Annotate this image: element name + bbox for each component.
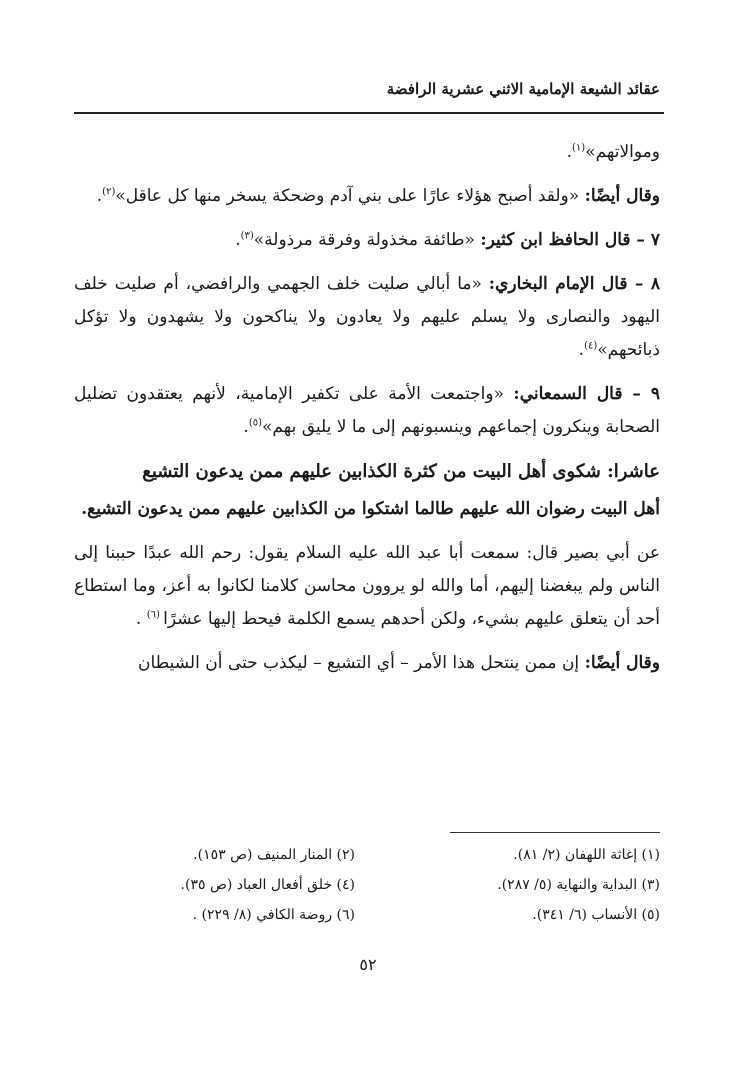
running-header: عقائد الشيعة الإمامية الاثني عشرية الرافضة <box>386 80 660 98</box>
footnote-ref: (٦) <box>146 609 164 621</box>
footnote-ref: (٣) <box>240 230 254 242</box>
paragraph-quote-2: وقال أيضًا: «ولقد أصبح هؤلاء عارًا على بني آدم وضحكة يسخر منها كل عاقل»$^{(٢)}$. <box>96 186 660 206</box>
footnote-rule <box>450 832 660 833</box>
footnote-ref: (٤) <box>584 340 598 352</box>
paragraph-narration: عن أبي بصير قال: سمعت أبا عبد الله عليه السلام يقول: رحم الله عبدًا حببنا إلى الناس ولم يبغضنا إليهم، أما والله لو يروون محاسن كلامنا لكانوا به أعز، وما استطاع أحد أن يتعلق عليهم بشيء، ولكن أحدهم يسمع الكلمة فيحط إليها عشرًا $^{(٦)}$ . <box>74 543 660 629</box>
footnote-2: (٢) المنار المنيف (ص ١٥٣). <box>193 847 355 863</box>
speaker-label: ٧ – قال الحافظ ابن كثير: <box>480 230 660 250</box>
body-text <box>74 136 660 691</box>
paragraph-continuation: وموالاتهم»$^{(١)}$. <box>566 142 660 162</box>
footnotes <box>70 842 660 928</box>
footnote-5: (٥) الأنساب (٦/ ٣٤١). <box>532 907 660 923</box>
speaker-label: وقال أيضًا: <box>584 186 660 206</box>
section-heading: عاشرا: شكوى أهل البيت من كثرة الكذابين عليهم ممن يدعون التشيع <box>142 461 660 482</box>
footnote-ref: (٢) <box>102 186 116 198</box>
paragraph-item-9: ٩ – قال السمعاني: «واجتمعت الأمة على تكفير الإمامية، لأنهم يعتقدون تضليل الصحابة وينكرون إجماعهم وينسبونهم إلى ما لا يليق بهم»$^{(٥)}$. <box>74 384 660 437</box>
paragraph-item-8: ٨ – قال الإمام البخاري: «ما أبالي صليت خلف الجهمي والرافضي، أم صليت خلف اليهود والنصارى ولا يسلم عليهم ولا يعادون ولا يناكحون ولا يشهدون ولا تؤكل ذبائحهم»$^{(٤)}$. <box>74 274 660 360</box>
footnote-ref: (٥) <box>248 417 263 429</box>
footnote-3: (٣) البداية والنهاية (٥/ ٢٨٧). <box>497 877 660 893</box>
header-rule <box>74 112 664 114</box>
paragraph-item-7: ٧ – قال الحافظ ابن كثير: «طائفة مخذولة وفرقة مرذولة»$^{(٣)}$. <box>235 230 660 250</box>
speaker-label: ٩ – قال السمعاني: <box>513 384 660 404</box>
footnote-4: (٤) خلق أفعال العباد (ص ٣٥). <box>180 877 355 893</box>
section-intro: أهل البيت رضوان الله عليهم طالما اشتكوا من الكذابين عليهم ممن يدعون التشيع. <box>81 499 660 519</box>
page-number: ٥٢ <box>359 955 377 974</box>
footnote-1: (١) إغاثة اللهفان (٢/ ٨١). <box>513 847 660 863</box>
speaker-label: ٨ – قال الإمام البخاري: <box>488 274 660 294</box>
footnote-ref: (١) <box>572 142 586 154</box>
paragraph-final: وقال أيضًا: إن ممن ينتحل هذا الأمر – أي التشيع – ليكذب حتى أن الشيطان <box>138 653 660 673</box>
speaker-label: وقال أيضًا: <box>584 653 660 673</box>
footnote-6: (٦) روضة الكافي (٨/ ٢٢٩) . <box>192 907 355 923</box>
